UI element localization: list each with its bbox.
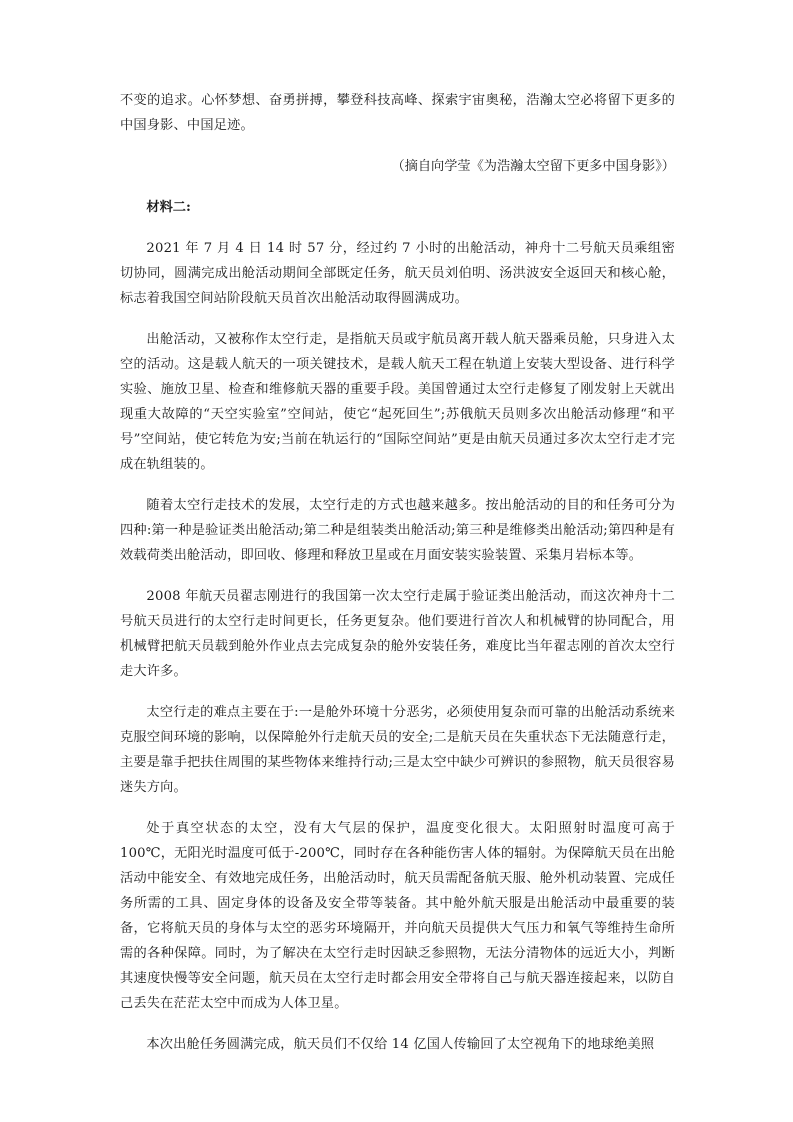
document-page — [120, 88, 675, 1057]
paragraph-2: 出舱活动，又被称作太空行走，是指航天员或宇航员离开载人航天器乘员舱，只身进入太空的活动。这是载人航天的一项关键技术，是载人航天工程在轨道上安装大型设备、进行科学实验、施放卫星、检查和维修航天器的重要手段。美国曾通过太空行走修复了刚发射上天就出现重大故障的“天空实验室”空间站，使它“起死回生”;苏俄航天员则多次出舱活动修理“和平号”空间站，使它转危为安;当前在轨运行的“国际空间站”更是由航天员通过多次太空行走才完成在轨组装的。 — [120, 332, 675, 472]
material1-tail-paragraph: 不变的追求。心怀梦想、奋勇拼搏，攀登科技高峰、探索宇宙奥秘，浩瀚太空必将留下更多的中国身影、中国足迹。 — [120, 93, 675, 133]
paragraph-4: 2008 年航天员翟志刚进行的我国第一次太空行走属于验证类出舱活动，而这次神舟十二号航天员进行的太空行走时间更长，任务更复杂。他们要进行首次人和机械臂的协同配合，用机械臂把航天员载到舱外作业点去完成复杂的舱外安装任务，难度比当年翟志刚的首次太空行走大许多。 — [120, 589, 675, 679]
paragraph-6: 处于真空状态的太空，没有大气层的保护，温度变化很大。太阳照射时温度可高于 100℃，无阳光时温度可低于-200℃，同时存在各种能伤害人体的辐射。为保障航天员在出舱活动中能安全、有效地完成任务，出舱活动时，航天员需配备航天服、舱外机动装置、完成任务所需的工具、固定身体的设备及安全带等装备。其中舱外航天服是出舱活动中最重要的装备，它将航天员的身体与太空的恶劣环境隔开，并向航天员提供大气压力和氧气等维持生命所需的各种保障。同时，为了解决在太空行走时因缺乏参照物，无法分清物体的远近大小，判断其速度快慢等安全问题，航天员在太空行走时都会用安全带将自己与航天器连接起来，以防自己丢失在茫茫太空中而成为人体卫星。 — [120, 821, 675, 1011]
paragraph-3: 随着太空行走技术的发展，太空行走的方式也越来越多。按出舱活动的目的和任务可分为四种:第一种是验证类出舱活动;第二种是组装类出舱活动;第三种是维修类出舱活动;第四种是有效载荷类出舱活动，即回收、修理和释放卫星或在月面安装实验装置、采集月岩标本等。 — [120, 498, 675, 563]
paragraph-1: 2021 年 7 月 4 日 14 时 57 分，经过约 7 小时的出舱活动，神舟十二号航天员乘组密切协同，圆满完成出舱活动期间全部既定任务，航天员刘伯明、汤洪波安全返回天和核心舱，标志着我国空间站阶段航天员首次出舱活动取得圆满成功。 — [120, 241, 675, 306]
source-citation: （摘自向学莹《为浩瀚太空留下更多中国身影》） — [391, 159, 675, 174]
material2-heading: 材料二: — [146, 200, 191, 215]
paragraph-5: 太空行走的难点主要在于:一是舱外环境十分恶劣，必须使用复杂而可靠的出舱活动系统来克服空间环境的影响，以保障舱外行走航天员的安全;二是航天员在失重状态下无法随意行走，主要是靠手把扶住周围的某些物体来维持行动;三是太空中缺少可辨识的参照物，航天员很容易迷失方向。 — [120, 705, 675, 795]
paragraph-7: 本次出舱任务圆满完成，航天员们不仅给 14 亿国人传输回了太空视角下的地球绝美照 — [146, 1037, 655, 1052]
